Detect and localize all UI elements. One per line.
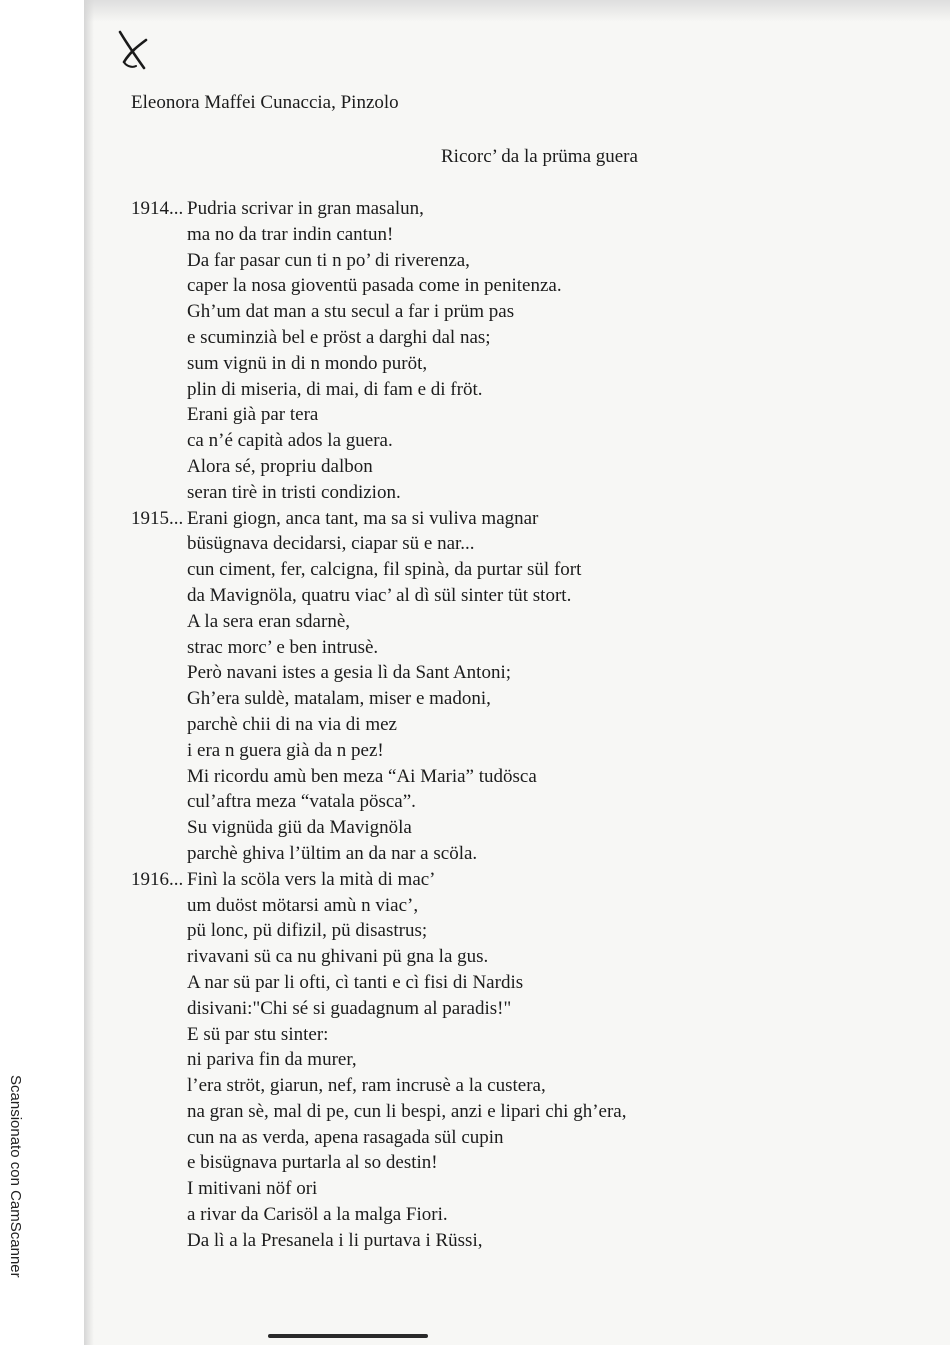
poem-line: [131, 635, 626, 661]
handwritten-x-mark: [114, 28, 154, 72]
poem-line-text: parchè ghiva l’ültim an da nar a scöla.: [187, 842, 478, 864]
poem-line-text: Da far pasar cun ti n po’ di riverenza,: [187, 249, 470, 271]
poem-line: [131, 248, 626, 274]
poem-line: [131, 583, 626, 609]
poem-line-text: da Mavignöla, quatru viac’ al dì sül sinter tüt stort.: [187, 584, 572, 606]
poem-line: [131, 402, 626, 428]
poem-verses: [131, 196, 626, 1254]
poem-line: [131, 944, 626, 970]
author-line: Eleonora Maffei Cunaccia, Pinzolo: [131, 92, 399, 113]
poem-line-text: Erani giogn, anca tant, ma sa si vuliva magnar: [187, 507, 539, 529]
poem-line: [131, 1228, 626, 1254]
poem-line: [131, 1073, 626, 1099]
poem-line: [131, 1125, 626, 1151]
poem-line: [131, 1047, 626, 1073]
poem-line: [131, 970, 626, 996]
poem-line-text: E sü par stu sinter:: [187, 1023, 329, 1045]
poem-line-text: ma no da trar indin cantun!: [187, 223, 394, 245]
poem-line-text: rivavani sü ca nu ghivani pü gna la gus.: [187, 946, 489, 968]
poem-line-text: e bisügnava purtarla al so destin!: [187, 1152, 438, 1174]
poem-line-text: caper la nosa gioventü pasada come in penitenza.: [187, 275, 562, 297]
poem-line: [131, 996, 626, 1022]
poem-line: [131, 377, 626, 403]
poem-line-text: strac morc’ e ben intrusè.: [187, 636, 379, 658]
poem-line-text: Su vignüda giü da Mavignöla: [187, 817, 412, 839]
scanner-watermark: [7, 1075, 36, 1320]
poem-line: [131, 222, 626, 248]
poem-line-text: cun na as verda, apena rasagada sül cupin: [187, 1126, 504, 1148]
poem-line: [131, 196, 626, 222]
year-marker: 1916...: [131, 868, 184, 890]
poem-line: [131, 273, 626, 299]
poem-line-text: büsügnava decidarsi, ciapar sü e nar...: [187, 533, 475, 555]
poem-line: [131, 815, 626, 841]
poem-line: [131, 660, 626, 686]
poem-line-text: Pudria scrivar in gran masalun,: [187, 198, 424, 219]
year-marker: 1914...: [131, 198, 184, 219]
poem-line: [131, 1202, 626, 1228]
poem-line-text: um duöst mötarsi amù n viac’,: [187, 894, 419, 916]
poem-line: [131, 841, 626, 867]
poem-line: [131, 1150, 626, 1176]
poem-title: Ricorc’ da la prüma guera: [441, 146, 638, 167]
poem-line: [131, 531, 626, 557]
poem-line-text: A nar sü par li ofti, cì tanti e cì fisi di Nardis: [187, 971, 524, 993]
poem-line-text: pü lonc, pü difizil, pü disastrus;: [187, 920, 428, 942]
poem-line-text: i era n guera già da n pez!: [187, 739, 384, 761]
poem-line-text: Gh’era suldè, matalam, miser e madoni,: [187, 688, 491, 710]
poem-line-text: cul’aftra meza “vatala pösca”.: [187, 791, 416, 813]
poem-line-text: a rivar da Carisöl a la malga Fiori.: [187, 1204, 448, 1226]
poem-line: [131, 325, 626, 351]
bottom-scan-mark: [268, 1334, 428, 1338]
poem-line-text: I mitivani nöf ori: [187, 1178, 318, 1200]
poem-line: [131, 789, 626, 815]
poem-line: [131, 764, 626, 790]
poem-line: [131, 867, 626, 893]
page-left-shadow: [84, 0, 94, 1345]
poem-line: [131, 609, 626, 635]
page-top-shadow: [84, 0, 950, 22]
poem-line-text: l’era ströt, giarun, nef, ram incrusè a la custera,: [187, 1075, 546, 1097]
poem-line: [131, 299, 626, 325]
poem-line: [131, 1176, 626, 1202]
poem-line: [131, 428, 626, 454]
year-marker: 1915...: [131, 507, 184, 529]
poem-line: [131, 712, 626, 738]
poem-line-text: Però navani istes a gesia lì da Sant Antoni;: [187, 662, 512, 684]
poem-line: [131, 480, 626, 506]
poem-line-text: na gran sè, mal di pe, cun li bespi, anzi e lipari chi gh’era,: [187, 1100, 627, 1122]
poem-line: [131, 557, 626, 583]
poem-line-text: ni pariva fin da murer,: [187, 1049, 357, 1071]
poem-line-text: Mi ricordu amù ben meza “Ai Maria” tudösca: [187, 765, 537, 787]
scanner-watermark-text: Scansionato con CamScanner: [7, 1075, 24, 1278]
poem-line: [131, 506, 626, 532]
poem-line: [131, 1022, 626, 1048]
poem-line-text: cun ciment, fer, calcigna, fil spinà, da purtar sül fort: [187, 559, 582, 581]
poem-line-text: e scuminzià bel e pröst a darghi dal nas;: [187, 326, 491, 348]
poem-line-text: plin di miseria, di mai, di fam e di fröt.: [187, 378, 483, 400]
poem-line-text: Gh’um dat man a stu secul a far i prüm pas: [187, 301, 515, 323]
poem-line-text: Erani già par tera: [187, 404, 319, 426]
poem-line: [131, 738, 626, 764]
poem-line-text: Da lì a la Presanela i li purtava i Rüssi,: [187, 1229, 483, 1251]
poem-line-text: sum vignü in di n mondo puröt,: [187, 352, 428, 374]
poem-line-text: Finì la scöla vers la mità di mac’: [187, 868, 436, 890]
poem-line: [131, 351, 626, 377]
poem-line: [131, 918, 626, 944]
poem-line: [131, 1099, 626, 1125]
poem-line: [131, 893, 626, 919]
poem-line: [131, 686, 626, 712]
poem-line-text: A la sera eran sdarnè,: [187, 610, 351, 632]
poem-line-text: ca n’é capità ados la guera.: [187, 430, 393, 452]
poem-line-text: disivani:"Chi sé si guadagnum al paradis!": [187, 997, 512, 1019]
poem-line-text: parchè chii di na via di mez: [187, 713, 397, 735]
poem-line-text: seran tirè in tristi condizion.: [187, 481, 401, 503]
poem-line-text: Alora sé, propriu dalbon: [187, 455, 373, 477]
poem-line: [131, 454, 626, 480]
